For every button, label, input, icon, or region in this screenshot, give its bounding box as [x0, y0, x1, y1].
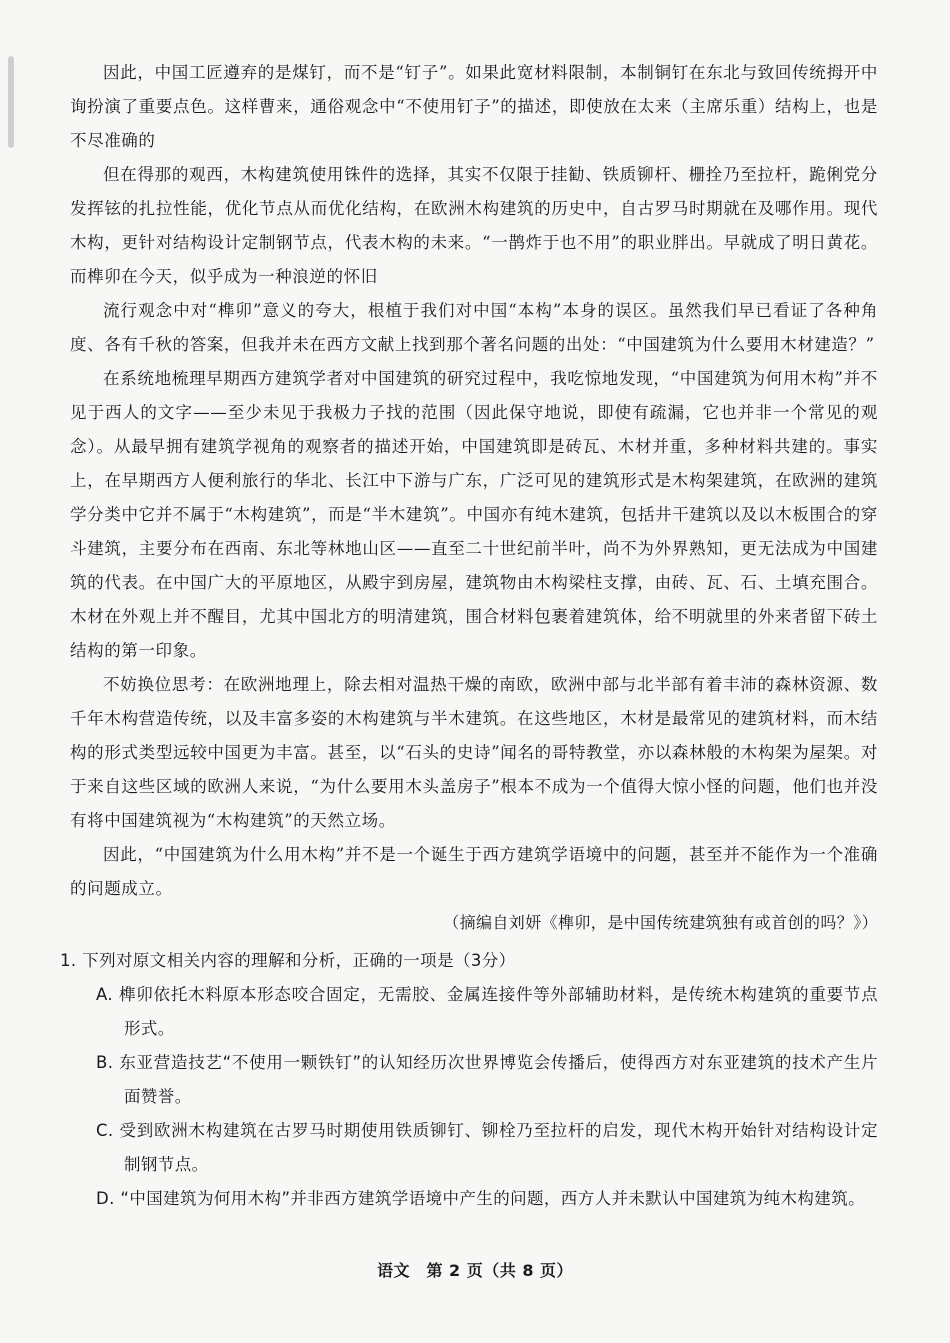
option-c: C. 受到欧洲木构建筑在古罗马时期使用铁质铆钉、铆栓乃至拉杆的启发，现代木构开始针对结构设计定制钢节点。: [96, 1121, 878, 1174]
passage-paragraph-2: 但在得那的观西，木构建筑使用铢件的选择，其实不仅限于挂勧、铁质铆杆、栅拴乃至拉杆，跪俐党分发挥铉的扎拉性能，优化节点从而优化结构，在欧洲木构建筑的历史中，自古罗马时期就在及哪作用。现代木构，更针对结构设计定制钢节点，代表木构的未来。“一鹊炸于也不用”的职业胖出。早就成了明日黄花。而榫卯在今天，似乎成为一种浪逆的怀旧: [70, 165, 878, 286]
scroll-indicator[interactable]: [8, 56, 14, 148]
passage-paragraph-3: 流行观念中对“榫卯”意义的夸大，根植于我们对中国“本构”本身的误区。虽然我们早已看证了各种角度、各有千秋的答案，但我并未在西方文献上找到那个著名问题的出处：“中国建筑为什么要用木材建造？”: [70, 301, 878, 354]
page-footer: 语文 第 2 页（共 8 页）: [376, 1261, 574, 1280]
option-b: B. 东亚营造技艺“不使用一颗铁钉”的认知经历次世界博览会传播后，使得西方对东亚建筑的技术产生片面赞誉。: [96, 1053, 878, 1106]
passage-paragraph-6: 因此，“中国建筑为什么用木构”并不是一个诞生于西方建筑学语境中的问题，甚至并不能作为一个准确的问题成立。: [70, 845, 878, 898]
question-stem: 1. 下列对原文相关内容的理解和分析，正确的一项是（3分）: [60, 951, 516, 970]
passage-paragraph-5: 不妨换位思考：在欧洲地理上，除去相对温热干燥的南欧，欧洲中部与北半部有着丰沛的森林资源、数千年木构营造传统，以及丰富多姿的木构建筑与半木建筑。在这些地区，木材是最常见的建筑材料，而木结构的形式类型远较中国更为丰富。甚至，以“石头的史诗”闻名的哥特教堂，亦以森林般的木构架为屋架。对于来自这些区域的欧洲人来说，“为什么要用木头盖房子”根本不成为一个值得大惊小怪的问题，他们也并没有将中国建筑视为“木构建筑”的天然立场。: [70, 675, 878, 830]
option-d: D. “中国建筑为何用木构”并非西方建筑学语境中产生的问题，西方人并未默认中国建筑为纯木构建筑。: [96, 1189, 865, 1208]
passage-paragraph-1: 因此，中国工匠遵弃的是煤钉，而不是“钉子”。如果此宽材料限制，本制铜钉在东北与致回传统拇开中询扮演了重要点色。这样曹来，通俗观念中“不使用钉子”的描述，即使放在太来（主席乐重）结构上，也是不尽准确的: [70, 63, 878, 150]
passage-paragraph-4: 在系统地梳理早期西方建筑学者对中国建筑的研究过程中，我吃惊地发现，“中国建筑为何用木构”并不见于西人的文字——至少未见于我极力子找的范围（因此保守地说，即使有疏漏，它也并非一个常见的观念）。从最早拥有建筑学视角的观察者的描述开始，中国建筑即是砖瓦、木材并重，多种材料共建的。事实上，在早期西方人便利旅行的华北、长江中下游与广东，广泛可见的建筑形式是木构架建筑，在欧洲的建筑学分类中它并不属于“木构建筑”，而是“半木建筑”。中国亦有纯木建筑，包括井干建筑以及以木板围合的穿斗建筑，主要分布在西南、东北等林地山区——直至二十世纪前半叶，尚不为外界熟知，更无法成为中国建筑的代表。在中国广大的平原地区，从殿宇到房屋，建筑物由木构梁柱支撑，由砖、瓦、石、土填充围合。木材在外观上并不醒目，尤其中国北方的明清建筑，围合材料包裹着建筑体，给不明就里的外来者留下砖土结构的第一印象。: [70, 369, 878, 660]
reading-passage: [70, 56, 878, 940]
question-1: [60, 944, 878, 1216]
exam-page: [60, 56, 878, 1216]
passage-source: （摘编自刘妍《榫卯，是中国传统建筑独有或首创的吗？》）: [443, 913, 878, 932]
option-a: A. 榫卯依托木料原本形态咬合固定，无需胶、金属连接件等外部辅助材料，是传统木构建筑的重要节点形式。: [96, 985, 878, 1038]
